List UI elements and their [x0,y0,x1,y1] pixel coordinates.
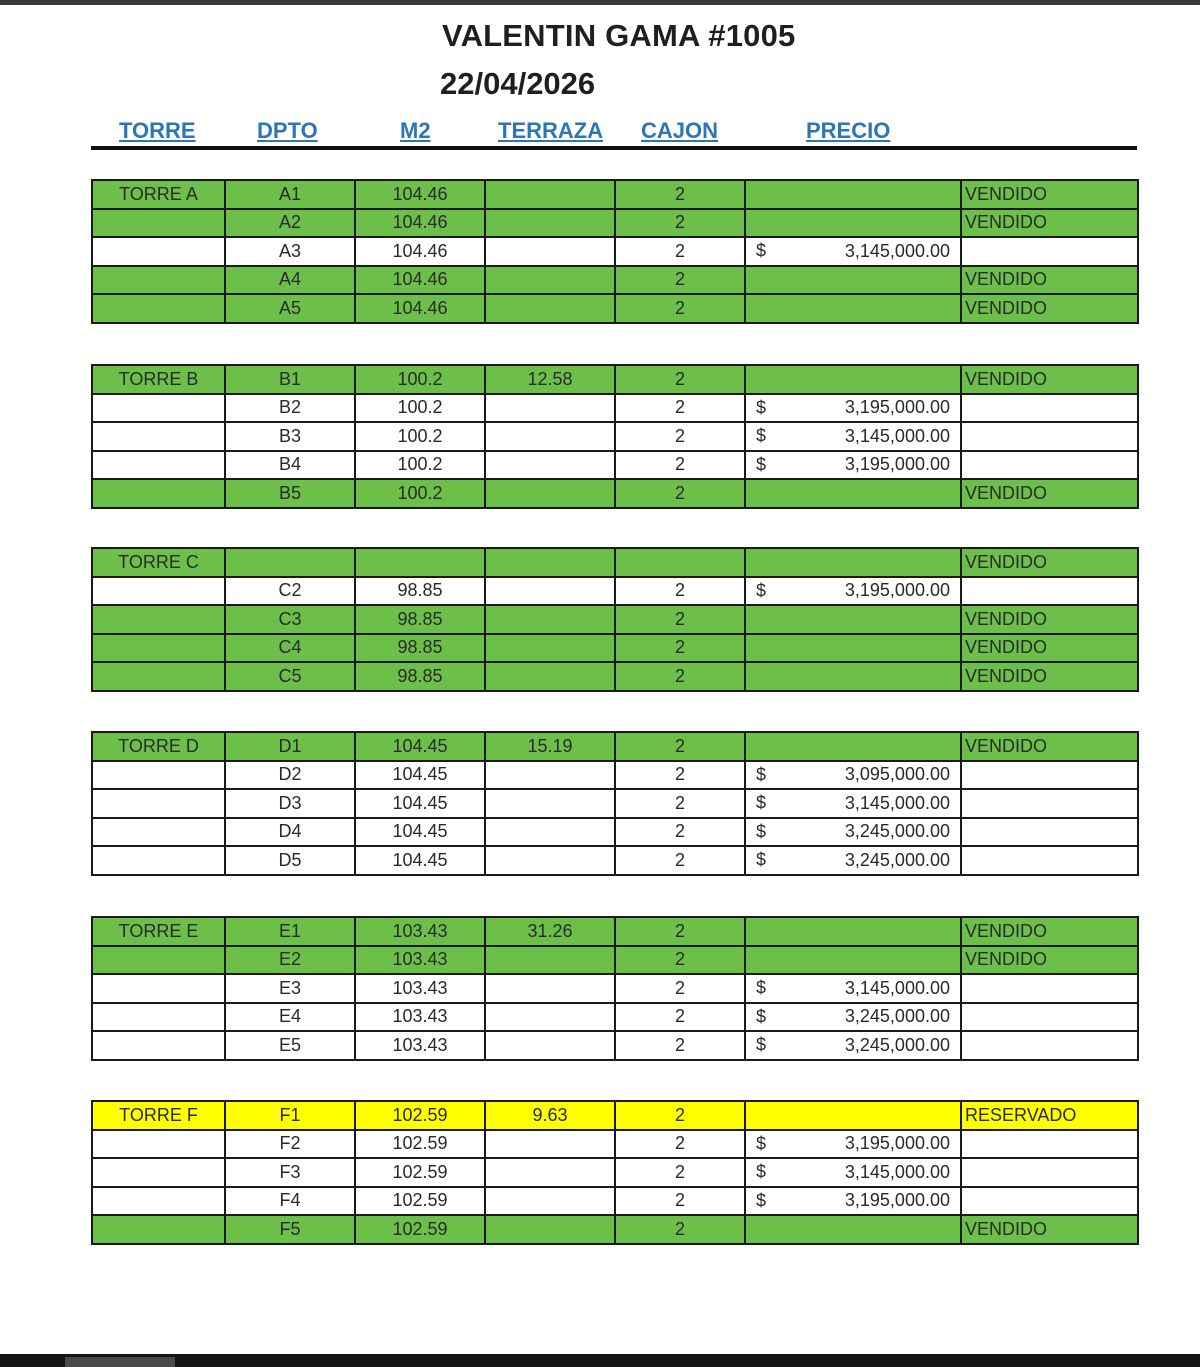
dpto-cell: E1 [225,917,355,946]
precio-cell [745,1187,961,1216]
precio-cell [745,605,961,634]
tower-name-cell [92,479,225,508]
tower-name-cell [92,237,225,266]
cajon-cell: 2 [615,917,745,946]
status-cell: VENDIDO [961,1215,1138,1244]
terraza-cell [485,294,615,323]
status-cell [961,818,1138,847]
status-cell [961,846,1138,875]
tower-table [91,916,1139,1061]
terraza-cell: 9.63 [485,1101,615,1130]
table-row [92,180,1138,209]
status-cell [961,1003,1138,1032]
tower-name-cell [92,1187,225,1216]
dpto-cell: F4 [225,1187,355,1216]
tower-name-cell [92,1158,225,1187]
table-row [92,789,1138,818]
tower-name-cell: TORRE F [92,1101,225,1130]
terraza-cell [485,577,615,606]
precio-cell [745,209,961,238]
table-row [92,1101,1138,1130]
column-header-precio: PRECIO [806,118,891,143]
status-cell: VENDIDO [961,605,1138,634]
price-amount: 3,095,000.00 [844,764,950,785]
terraza-cell [485,394,615,423]
tower-name-cell [92,1003,225,1032]
dpto-cell: B4 [225,451,355,480]
precio-cell [745,294,961,323]
dpto-cell: F1 [225,1101,355,1130]
dpto-cell: A4 [225,266,355,295]
currency-symbol: $ [756,821,767,842]
terraza-cell [485,846,615,875]
cajon-cell: 2 [615,479,745,508]
tower-name-cell [92,1215,225,1244]
cajon-cell: 2 [615,1187,745,1216]
table-row [92,422,1138,451]
m2-cell: 100.2 [355,479,485,508]
currency-symbol: $ [756,1161,767,1182]
dpto-cell: F3 [225,1158,355,1187]
terraza-cell [485,946,615,975]
m2-cell: 104.45 [355,761,485,790]
table-row [92,974,1138,1003]
status-cell [961,1031,1138,1060]
table-row [92,451,1138,480]
status-cell: VENDIDO [961,917,1138,946]
cajon-cell: 2 [615,266,745,295]
precio-cell [745,422,961,451]
table-row [92,266,1138,295]
precio-cell [745,946,961,975]
m2-cell: 98.85 [355,577,485,606]
cajon-cell: 2 [615,1101,745,1130]
m2-cell: 102.59 [355,1187,485,1216]
tower-name-cell [92,394,225,423]
terraza-cell [485,1215,615,1244]
tower-table [91,1100,1139,1245]
precio-cell [745,974,961,1003]
cajon-cell: 2 [615,1158,745,1187]
terraza-cell [485,209,615,238]
status-cell: VENDIDO [961,479,1138,508]
dpto-cell: A5 [225,294,355,323]
status-cell [961,1187,1138,1216]
price-amount: 3,145,000.00 [844,425,950,446]
price-amount: 3,145,000.00 [844,240,950,261]
precio-cell [745,451,961,480]
m2-cell: 100.2 [355,422,485,451]
dpto-cell [225,548,355,577]
price-amount: 3,195,000.00 [844,1133,950,1154]
currency-symbol: $ [756,580,767,601]
terraza-cell [485,266,615,295]
table-row [92,365,1138,394]
price-amount: 3,195,000.00 [844,397,950,418]
m2-cell: 100.2 [355,394,485,423]
precio-cell [745,789,961,818]
dpto-cell: D3 [225,789,355,818]
m2-cell: 104.45 [355,846,485,875]
m2-cell: 98.85 [355,605,485,634]
dpto-cell: D2 [225,761,355,790]
table-row [92,605,1138,634]
tower-name-cell: TORRE D [92,732,225,761]
table-row [92,1215,1138,1244]
cajon-cell: 2 [615,732,745,761]
precio-cell [745,1003,961,1032]
dpto-cell: F5 [225,1215,355,1244]
cajon-cell: 2 [615,662,745,691]
tower-name-cell: TORRE C [92,548,225,577]
terraza-cell [485,1158,615,1187]
tower-table [91,731,1139,876]
cajon-cell: 2 [615,422,745,451]
cajon-cell [615,548,745,577]
cajon-cell: 2 [615,180,745,209]
price-amount: 3,145,000.00 [844,1161,950,1182]
tower-name-cell [92,1130,225,1159]
tower-table [91,179,1139,324]
currency-symbol: $ [756,425,767,446]
status-cell [961,761,1138,790]
column-header-dpto: DPTO [257,118,318,143]
currency-symbol: $ [756,1190,767,1211]
cajon-cell: 2 [615,577,745,606]
m2-cell: 104.46 [355,209,485,238]
tower-name-cell [92,634,225,663]
terraza-cell [485,662,615,691]
tower-name-cell [92,451,225,480]
m2-cell: 103.43 [355,946,485,975]
status-cell [961,394,1138,423]
price-amount: 3,195,000.00 [844,454,950,475]
table-row [92,1031,1138,1060]
tower-name-cell [92,974,225,1003]
dpto-cell: A3 [225,237,355,266]
tower-name-cell [92,761,225,790]
m2-cell: 104.46 [355,180,485,209]
table-row [92,662,1138,691]
currency-symbol: $ [756,977,767,998]
m2-cell: 102.59 [355,1215,485,1244]
precio-cell [745,1215,961,1244]
table-row [92,548,1138,577]
status-cell: VENDIDO [961,946,1138,975]
dpto-cell: B3 [225,422,355,451]
cajon-cell: 2 [615,209,745,238]
cajon-cell: 2 [615,974,745,1003]
table-row [92,846,1138,875]
dpto-cell: D4 [225,818,355,847]
cajon-cell: 2 [615,605,745,634]
currency-symbol: $ [756,764,767,785]
m2-cell: 102.59 [355,1130,485,1159]
tower-name-cell [92,294,225,323]
tower-name-cell [92,818,225,847]
price-amount: 3,245,000.00 [844,1006,950,1027]
precio-cell [745,479,961,508]
currency-symbol: $ [756,1133,767,1154]
status-cell [961,789,1138,818]
m2-cell: 98.85 [355,634,485,663]
terraza-cell [485,237,615,266]
status-cell [961,1158,1138,1187]
m2-cell: 102.59 [355,1101,485,1130]
precio-cell [745,1101,961,1130]
m2-cell: 100.2 [355,365,485,394]
tower-name-cell [92,577,225,606]
table-row [92,294,1138,323]
table-row [92,946,1138,975]
dpto-cell: B5 [225,479,355,508]
dpto-cell: C2 [225,577,355,606]
precio-cell [745,548,961,577]
table-row [92,732,1138,761]
terraza-cell [485,180,615,209]
dpto-cell: F2 [225,1130,355,1159]
column-header-torre: TORRE [119,118,196,143]
cajon-cell: 2 [615,761,745,790]
price-amount: 3,195,000.00 [844,580,950,601]
taskbar-item [65,1357,175,1367]
precio-cell [745,394,961,423]
precio-cell [745,577,961,606]
tower-table [91,547,1139,692]
m2-cell: 104.46 [355,237,485,266]
dpto-cell: B2 [225,394,355,423]
cajon-cell: 2 [615,237,745,266]
tower-name-cell: TORRE A [92,180,225,209]
table-row [92,1187,1138,1216]
currency-symbol: $ [756,1006,767,1027]
price-amount: 3,245,000.00 [844,849,950,870]
dpto-cell: E3 [225,974,355,1003]
cajon-cell: 2 [615,1031,745,1060]
dpto-cell: C5 [225,662,355,691]
terraza-cell [485,1031,615,1060]
status-cell: VENDIDO [961,266,1138,295]
m2-cell: 103.43 [355,1003,485,1032]
currency-symbol: $ [756,397,767,418]
table-row [92,479,1138,508]
status-cell [961,237,1138,266]
terraza-cell [485,451,615,480]
m2-cell: 104.45 [355,732,485,761]
table-row [92,1158,1138,1187]
m2-cell: 104.45 [355,818,485,847]
price-amount: 3,245,000.00 [844,821,950,842]
column-header-m2: M2 [400,118,431,143]
cajon-cell: 2 [615,394,745,423]
page-title: VALENTIN GAMA #1005 [442,18,796,53]
m2-cell: 104.46 [355,266,485,295]
cajon-cell: 2 [615,789,745,818]
precio-cell [745,1158,961,1187]
dpto-cell: C4 [225,634,355,663]
status-cell: VENDIDO [961,365,1138,394]
terraza-cell [485,548,615,577]
m2-cell [355,548,485,577]
terraza-cell [485,1003,615,1032]
table-row [92,917,1138,946]
precio-cell [745,846,961,875]
cajon-cell: 2 [615,1215,745,1244]
dpto-cell: D5 [225,846,355,875]
terraza-cell: 31.26 [485,917,615,946]
status-cell: VENDIDO [961,180,1138,209]
column-header-cajon: CAJON [641,118,719,143]
status-cell [961,974,1138,1003]
precio-cell [745,732,961,761]
table-row [92,634,1138,663]
terraza-cell [485,974,615,1003]
table-row [92,818,1138,847]
tower-name-cell: TORRE B [92,365,225,394]
cajon-cell: 2 [615,1003,745,1032]
precio-cell [745,266,961,295]
tower-name-cell [92,209,225,238]
dpto-cell: D1 [225,732,355,761]
status-cell [961,422,1138,451]
table-row [92,577,1138,606]
status-cell [961,1130,1138,1159]
dpto-cell: A2 [225,209,355,238]
terraza-cell [485,1130,615,1159]
terraza-cell [485,479,615,508]
precio-cell [745,818,961,847]
m2-cell: 100.2 [355,451,485,480]
status-cell: VENDIDO [961,294,1138,323]
status-cell: VENDIDO [961,634,1138,663]
dpto-cell: E2 [225,946,355,975]
dpto-cell: E4 [225,1003,355,1032]
tower-name-cell [92,605,225,634]
table-row [92,1130,1138,1159]
table-row [92,394,1138,423]
price-amount: 3,245,000.00 [844,1034,950,1055]
precio-cell [745,917,961,946]
precio-cell [745,180,961,209]
dpto-cell: B1 [225,365,355,394]
terraza-cell [485,1187,615,1216]
header-divider [91,146,1137,150]
document-date: 22/04/2026 [440,66,596,101]
cajon-cell: 2 [615,946,745,975]
m2-cell: 104.45 [355,789,485,818]
dpto-cell: C3 [225,605,355,634]
cajon-cell: 2 [615,634,745,663]
currency-symbol: $ [756,454,767,475]
terraza-cell [485,605,615,634]
table-row [92,761,1138,790]
table-row [92,237,1138,266]
precio-cell [745,662,961,691]
precio-cell [745,634,961,663]
m2-cell: 104.46 [355,294,485,323]
precio-cell [745,365,961,394]
tower-name-cell [92,422,225,451]
tower-name-cell [92,946,225,975]
currency-symbol: $ [756,792,767,813]
currency-symbol: $ [756,1034,767,1055]
m2-cell: 98.85 [355,662,485,691]
status-cell: RESERVADO [961,1101,1138,1130]
precio-cell [745,761,961,790]
precio-cell [745,237,961,266]
tower-name-cell [92,266,225,295]
window-bottom-bar [0,1354,1200,1367]
tower-name-cell [92,662,225,691]
tower-name-cell [92,789,225,818]
status-cell [961,577,1138,606]
tower-name-cell [92,1031,225,1060]
m2-cell: 103.43 [355,974,485,1003]
column-header-terraza: TERRAZA [498,118,604,143]
terraza-cell: 12.58 [485,365,615,394]
m2-cell: 102.59 [355,1158,485,1187]
currency-symbol: $ [756,240,767,261]
status-cell: VENDIDO [961,548,1138,577]
terraza-cell [485,761,615,790]
terraza-cell [485,789,615,818]
cajon-cell: 2 [615,365,745,394]
status-cell [961,451,1138,480]
tower-table [91,364,1139,509]
terraza-cell: 15.19 [485,732,615,761]
cajon-cell: 2 [615,451,745,480]
price-amount: 3,145,000.00 [844,977,950,998]
status-cell: VENDIDO [961,209,1138,238]
tower-name-cell [92,846,225,875]
terraza-cell [485,634,615,663]
status-cell: VENDIDO [961,732,1138,761]
terraza-cell [485,818,615,847]
window-top-bar [0,0,1200,5]
terraza-cell [485,422,615,451]
cajon-cell: 2 [615,846,745,875]
dpto-cell: A1 [225,180,355,209]
dpto-cell: E5 [225,1031,355,1060]
tower-name-cell: TORRE E [92,917,225,946]
cajon-cell: 2 [615,294,745,323]
table-row [92,1003,1138,1032]
cajon-cell: 2 [615,1130,745,1159]
table-row [92,209,1138,238]
precio-cell [745,1130,961,1159]
price-amount: 3,195,000.00 [844,1190,950,1211]
price-amount: 3,145,000.00 [844,792,950,813]
m2-cell: 103.43 [355,917,485,946]
currency-symbol: $ [756,849,767,870]
precio-cell [745,1031,961,1060]
status-cell: VENDIDO [961,662,1138,691]
m2-cell: 103.43 [355,1031,485,1060]
cajon-cell: 2 [615,818,745,847]
